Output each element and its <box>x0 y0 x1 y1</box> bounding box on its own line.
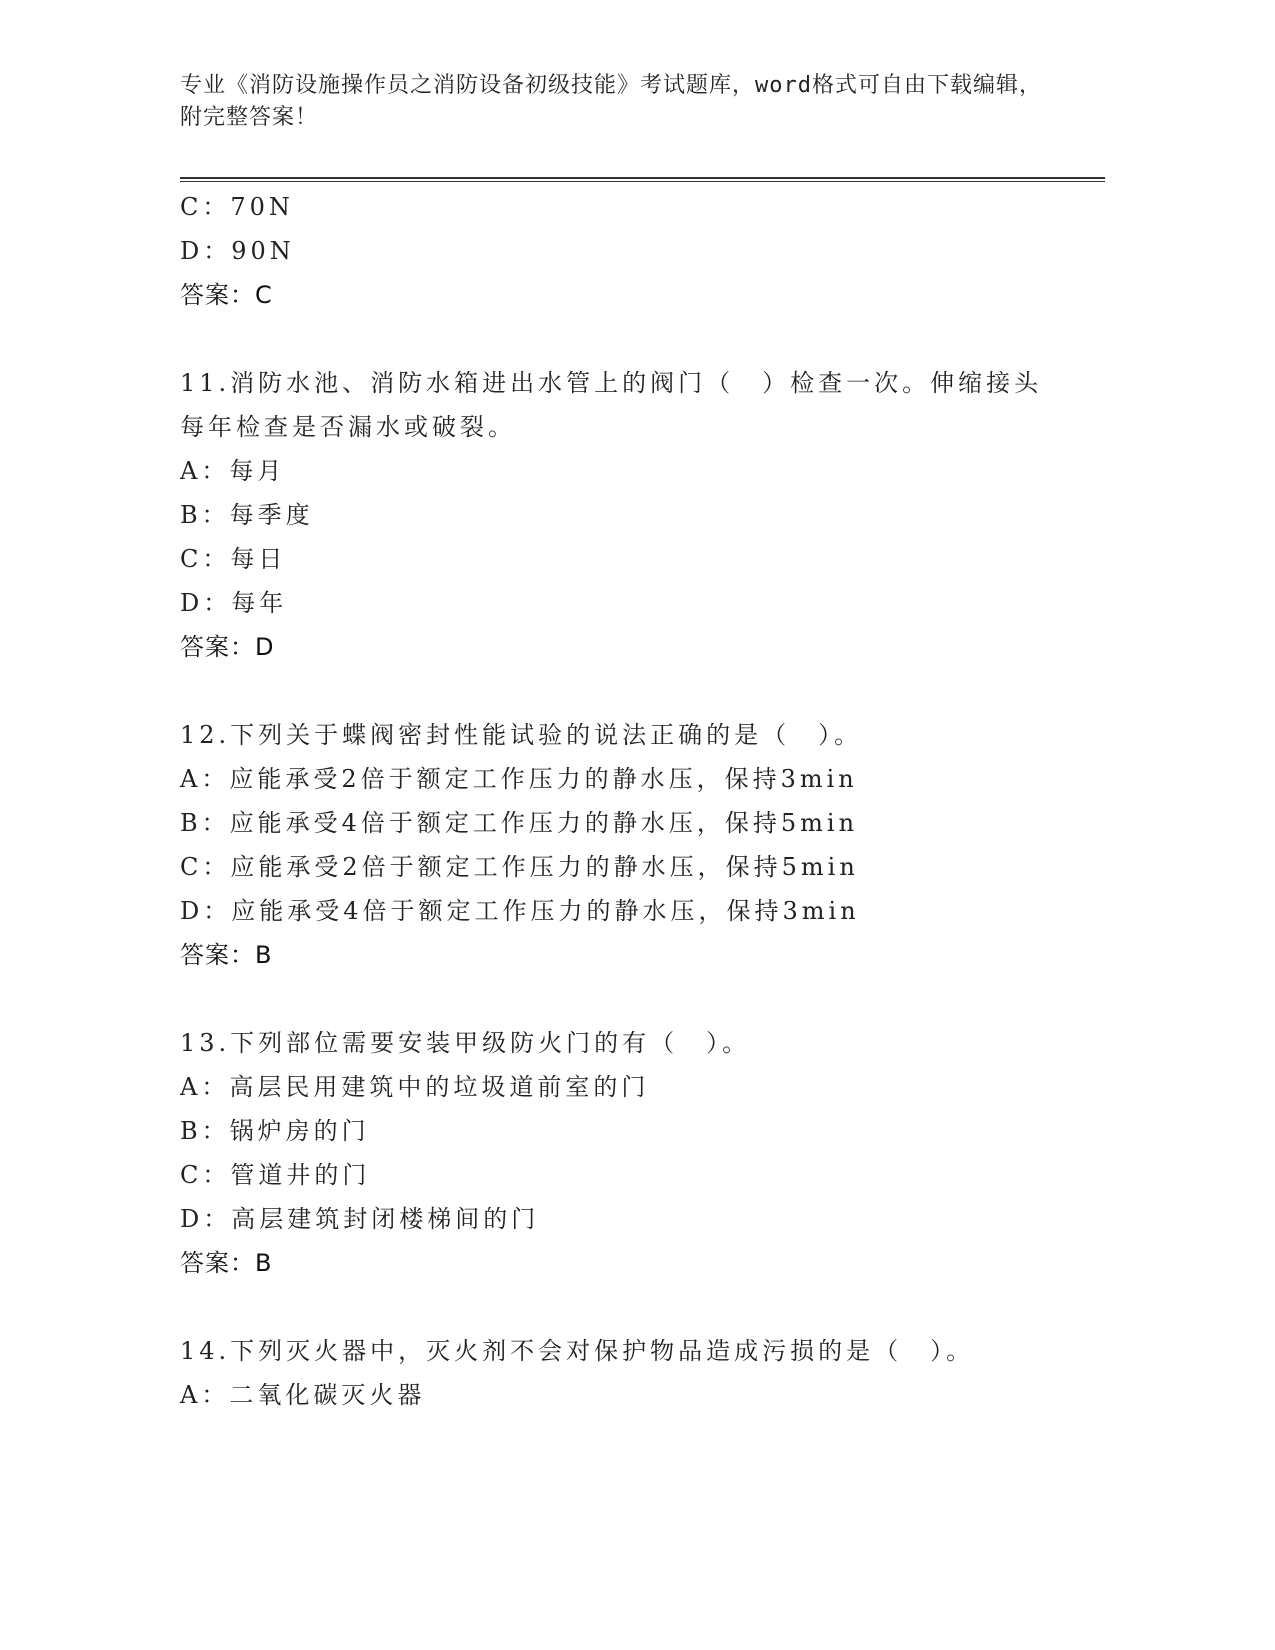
answer-line: 答案：D <box>180 633 275 661</box>
spacer <box>180 1285 1080 1329</box>
option-d: D：每年 <box>180 589 288 617</box>
header-divider-thick <box>180 177 1105 179</box>
option-a: A：二氧化碳灭火器 <box>180 1381 426 1409</box>
option-d: D：应能承受4倍于额定工作压力的静水压，保持3min <box>180 897 860 925</box>
header-divider-thin <box>180 181 1105 182</box>
question-14 <box>180 1329 1080 1417</box>
option-b: B：每季度 <box>180 501 314 529</box>
spacer <box>180 317 1080 361</box>
option-c: C：70N <box>180 193 294 221</box>
spacer <box>180 669 1080 713</box>
question-stem-line: 每年检查是否漏水或破裂。 <box>180 413 516 441</box>
question-list <box>180 185 1080 1417</box>
question-12 <box>180 713 1080 977</box>
question-13 <box>180 1021 1080 1285</box>
option-d: D：90N <box>180 237 295 265</box>
option-a: A：应能承受2倍于额定工作压力的静水压，保持3min <box>180 765 858 793</box>
option-a: A：每月 <box>180 457 286 485</box>
option-b: B：锅炉房的门 <box>180 1117 370 1145</box>
question-stem-line: 12.下列关于蝶阀密封性能试验的说法正确的是（ ）。 <box>180 721 863 749</box>
question-11 <box>180 361 1080 669</box>
option-b: B：应能承受4倍于额定工作压力的静水压，保持5min <box>180 809 859 837</box>
option-d: D：高层建筑封闭楼梯间的门 <box>180 1205 540 1233</box>
document-header <box>180 70 1060 134</box>
option-c: C：每日 <box>180 545 287 573</box>
question-stem-line: 14.下列灭火器中，灭火剂不会对保护物品造成污损的是（ ）。 <box>180 1337 975 1365</box>
option-a: A：高层民用建筑中的垃圾道前室的门 <box>180 1073 650 1101</box>
option-c: C：应能承受2倍于额定工作压力的静水压，保持5min <box>180 853 859 881</box>
answer-line: 答案：B <box>180 1249 273 1277</box>
question-stem-line: 11.消防水池、消防水箱进出水管上的阀门（ ）检查一次。伸缩接头 <box>180 369 1043 397</box>
answer-line: 答案：B <box>180 941 273 969</box>
spacer <box>180 977 1080 1021</box>
question-stem-line: 13.下列部位需要安装甲级防火门的有（ ）。 <box>180 1029 751 1057</box>
option-c: C：管道井的门 <box>180 1161 371 1189</box>
answer-line: 答案：C <box>180 281 273 309</box>
header-title: 专业《消防设施操作员之消防设备初级技能》考试题库，word格式可自由下载编辑，附完整答案！ <box>180 73 1042 130</box>
